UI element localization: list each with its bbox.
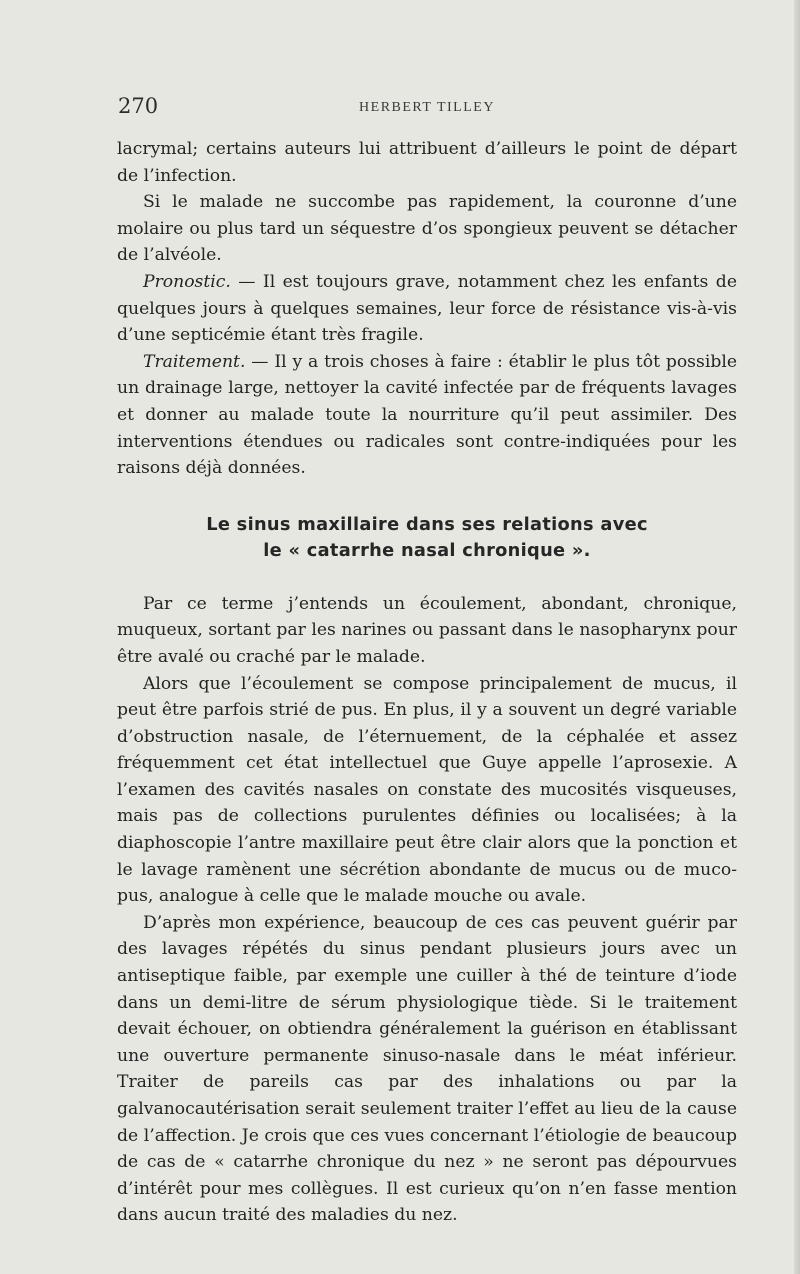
- running-head: HERBERT TILLEY: [359, 100, 495, 115]
- paragraph: Par ce terme j’entends un écoulement, abondant, chronique, muqueux, sortant par les narines ou passant dans le nasopharynx pour être avalé ou craché par le malade.: [117, 593, 737, 667]
- section-label: Traitement.: [143, 351, 246, 372]
- paragraph: D’après mon expérience, beaucoup de ces cas peuvent guérir par des lavages répétés du sinus pendant plusieurs jours avec un antiseptique faible, par exemple une cuiller à thé de teinture d’iode dans un demi-litre de sérum physiologique tiède. Si le traitement devait échouer, on obtiendra généralement la guérison en établissant une ouverture permanente sinuso-nasale dans le méat inférieur. Traiter de pareils cas par des inhalations ou par la galvanocautérisation serait seulement traiter l’effet au lieu de la cause de l’affection. Je crois que ces vues concernant l’étiologie de beaucoup de cas de « catarrhe chronique du nez » ne seront pas dépourvues d’intérêt pour mes collègues. Il est curieux qu’on n’en fasse mention dans aucun traité des maladies du nez.: [117, 912, 737, 1226]
- paragraph: Si le malade ne succombe pas rapidement, la couronne d’une molaire ou plus tard un séquestre d’os spongieux peuvent se détacher de l’alvéole.: [117, 192, 737, 266]
- page-header: [118, 94, 736, 120]
- paragraph: lacrymal; certains auteurs lui attribuent d’ailleurs le point de départ de l’infection.: [117, 139, 737, 186]
- body-text: [117, 136, 737, 1229]
- paragraph-traitement: [117, 349, 737, 482]
- page-edge: [794, 0, 800, 1274]
- section-heading: [117, 512, 737, 564]
- paragraph: Alors que l’écoulement se compose principalement de mucus, il peut être parfois strié de pus. En plus, il y a souvent un degré variable d’obstruction nasale, de l’éternuement, de la céphalée et assez fréquemment cet état intellectuel que Guye appelle l’aprosexie. A l’examen des cavités nasales on constate des mucosités visqueuses, mais pas de collections purulentes définies ou localisées; à la diaphoscopie l’antre maxillaire peut être clair alors que la ponction et le lavage ramènent une sécrétion abondante de mucus ou de muco-pus, analogue à celle que le malade mouche ou avale.: [117, 673, 737, 907]
- paragraph-pronostic: [117, 269, 737, 349]
- heading-line: Le sinus maxillaire dans ses relations avec: [206, 513, 648, 535]
- section-label: Pronostic.: [143, 271, 231, 292]
- page-number: 270: [118, 94, 159, 118]
- paragraph-text: — Il est toujours grave, notamment chez les enfants de quelques jours à quelques semaines, leur force de résistance vis-à-vis d’une septicémie étant très fragile.: [117, 271, 737, 346]
- heading-line: le « catarrhe nasal chronique ».: [263, 539, 591, 561]
- paragraph-text: — Il y a trois choses à faire : établir le plus tôt possible un drainage large, nettoyer la cavité infectée par de fréquents lavages et donner au malade toute la nourriture qu’il peut assimiler. Des interventions étendues ou radicales sont contre-indiquées pour les raisons déjà données.: [117, 351, 737, 479]
